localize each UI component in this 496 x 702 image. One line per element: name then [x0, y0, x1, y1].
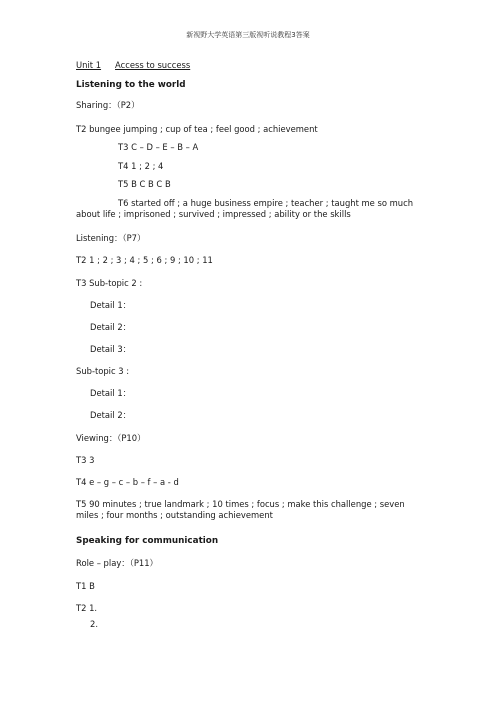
- sharing-heading: Sharing：（P2）: [76, 100, 140, 110]
- answer-t5: T5 B C B C B: [118, 179, 171, 189]
- viewing-heading: Viewing：（P10）: [76, 433, 146, 443]
- answer-t3: T3 C – D – E – B – A: [118, 142, 199, 152]
- detail-1: Detail 1：: [90, 300, 132, 310]
- answer-t2: T2 bungee jumping ; cup of tea ; feel good ; achievement: [76, 124, 318, 134]
- roleplay-t2: T2 1.: [76, 603, 98, 613]
- unit-heading: [76, 60, 190, 71]
- viewing-t5-line1: T5 90 minutes ; true landmark ; 10 times ; focus ; make this challenge ; seven: [76, 499, 405, 509]
- section-title-listening-world: Listening to the world: [76, 80, 186, 90]
- viewing-t3: T3 3: [76, 455, 95, 465]
- page-header: 新视野大学英语第三版视听说教程3答案: [186, 31, 310, 39]
- answer-t6-line1: T6 started off ; a huge business empire ; teacher ; taught me so much: [118, 198, 414, 208]
- section-title-speaking: Speaking for communication: [76, 536, 219, 546]
- unit-label: Unit 1: [76, 60, 102, 70]
- listening-t3: T3 Sub-topic 2 :: [76, 278, 143, 288]
- answer-t6-line2: about life ; imprisoned ; survived ; impressed ; ability or the skills: [76, 209, 351, 219]
- answer-t4: T4 1 ; 2 ; 4: [118, 161, 164, 171]
- viewing-t4: T4 e – g – c – b – f – a - d: [76, 477, 179, 487]
- detail-2: Detail 2：: [90, 322, 132, 332]
- roleplay-t2-item2: 2.: [90, 619, 98, 629]
- viewing-t5-line2: miles ; four months ; outstanding achievement: [76, 510, 273, 520]
- detail-2b: Detail 2：: [90, 410, 132, 420]
- detail-3: Detail 3：: [90, 344, 132, 354]
- listening-t2: T2 1 ; 2 ; 3 ; 4 ; 5 ; 6 ; 9 ; 10 ; 11: [76, 255, 213, 265]
- unit-title: Access to success: [115, 60, 191, 70]
- subtopic-3: Sub-topic 3 :: [76, 366, 130, 376]
- roleplay-t1: T1 B: [76, 581, 95, 591]
- detail-1b: Detail 1：: [90, 388, 132, 398]
- listening-heading: Listening：（P7）: [76, 233, 146, 243]
- roleplay-heading: Role – play：（P11）: [76, 558, 158, 568]
